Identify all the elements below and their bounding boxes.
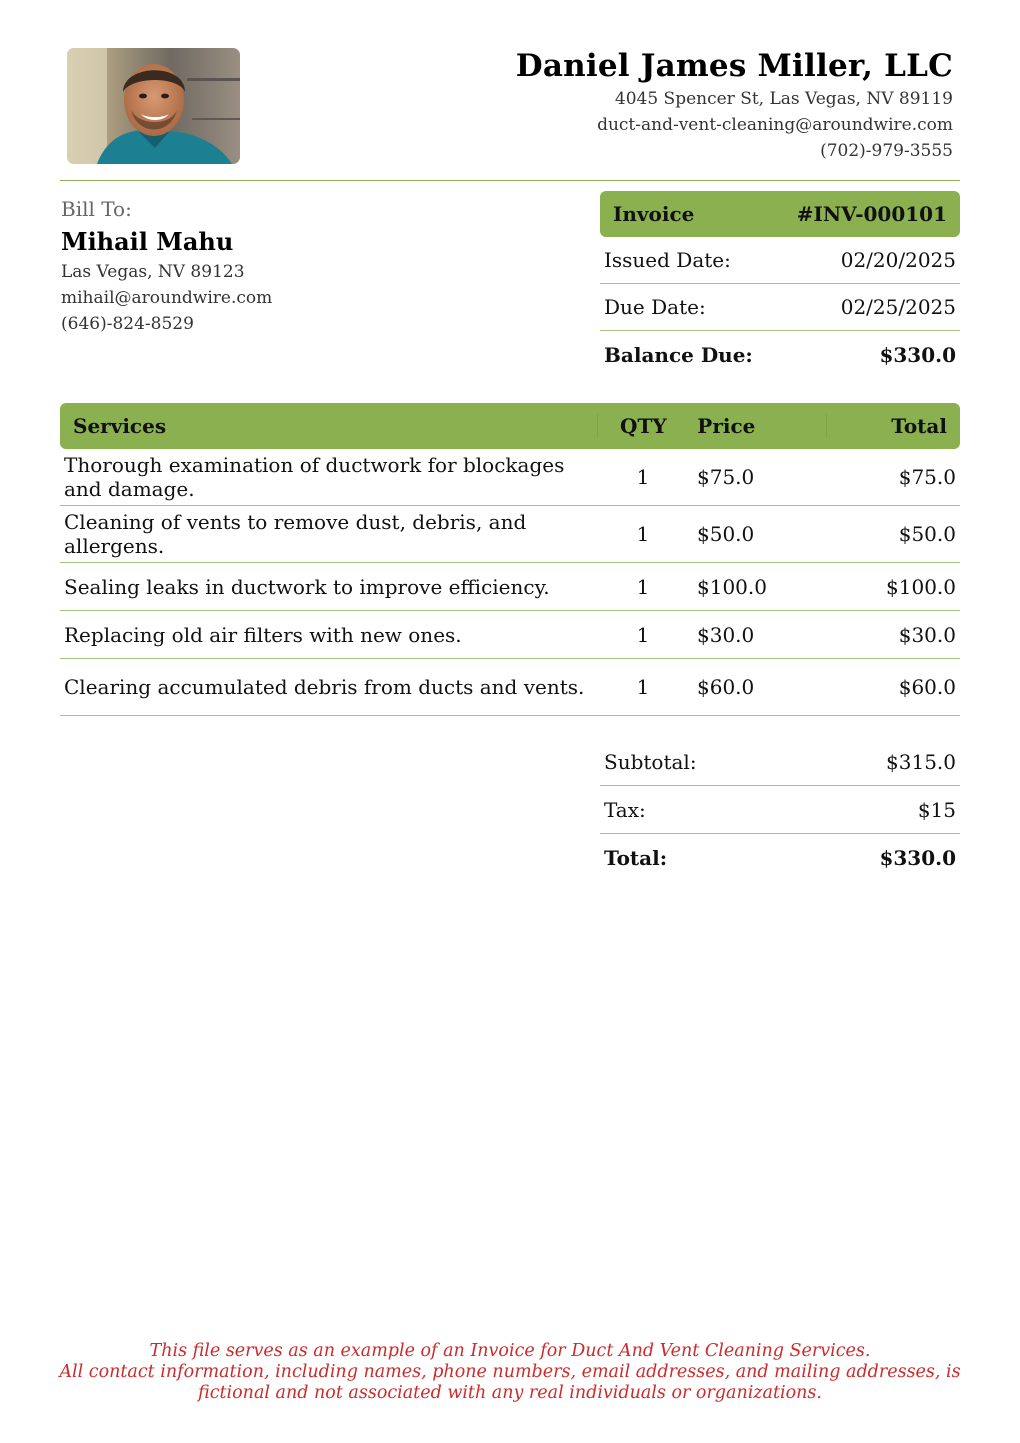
invoice-header-bar <box>600 191 960 237</box>
service-qty: 1 <box>636 465 650 489</box>
service-description: Cleaning of vents to remove dust, debris, and allergens. <box>64 510 527 558</box>
company-phone: (702)-979-3555 <box>820 141 953 161</box>
issued-date-label: Issued Date: <box>604 248 731 272</box>
header-price: Price <box>697 414 756 438</box>
client-name: Mihail Mahu <box>61 227 234 256</box>
service-description: Replacing old air filters with new ones. <box>64 622 462 647</box>
totals-summary <box>600 738 960 882</box>
service-total: $75.0 <box>898 465 956 489</box>
invoice-label: Invoice <box>613 202 695 226</box>
tax-row <box>600 786 960 834</box>
service-total: $50.0 <box>898 522 956 546</box>
company-name: Daniel James Miller, LLC <box>515 48 953 84</box>
service-description: Thorough examination of ductwork for blockages and damage. <box>64 453 565 501</box>
tax-value: $15 <box>917 797 956 822</box>
disclaimer-line-3: fictional and not associated with any real individuals or organizations. <box>198 1383 822 1403</box>
service-price: $30.0 <box>697 622 755 647</box>
service-price: $100.0 <box>697 574 767 599</box>
service-total: $30.0 <box>898 622 956 647</box>
disclaimer-line-2: All contact information, including names, phone numbers, email addresses, and mailing addresses, is <box>59 1362 961 1382</box>
service-qty: 1 <box>636 675 650 699</box>
issued-date-value: 02/20/2025 <box>840 248 956 272</box>
total-label: Total: <box>604 846 668 870</box>
header-divider <box>60 180 960 181</box>
service-description: Clearing accumulated debris from ducts and vents. <box>64 675 585 699</box>
due-date-row <box>600 284 960 331</box>
service-description: Sealing leaks in ductwork to improve efficiency. <box>64 574 550 599</box>
service-qty: 1 <box>636 574 650 599</box>
subtotal-value: $315.0 <box>886 749 956 774</box>
services-table-header <box>60 403 960 449</box>
company-info <box>516 46 953 164</box>
service-total: $100.0 <box>886 574 956 599</box>
service-price: $60.0 <box>697 675 755 699</box>
services-table <box>60 403 960 716</box>
balance-due-row <box>600 331 960 378</box>
tax-label: Tax: <box>604 797 646 822</box>
company-address: 4045 Spencer St, Las Vegas, NV 89119 <box>614 89 953 109</box>
table-row <box>60 449 960 506</box>
service-price: $50.0 <box>697 522 755 546</box>
service-price: $75.0 <box>697 465 755 489</box>
header-total: Total <box>826 414 960 438</box>
bill-to-label: Bill To: <box>61 197 132 221</box>
due-date-value: 02/25/2025 <box>840 295 956 319</box>
header-services: Services <box>73 414 167 438</box>
issued-date-row <box>600 237 960 284</box>
total-row <box>600 834 960 882</box>
table-row <box>60 563 960 611</box>
client-email: mihail@aroundwire.com <box>61 288 273 308</box>
service-total: $60.0 <box>898 675 956 699</box>
subtotal-label: Subtotal: <box>604 749 697 774</box>
bill-to <box>61 196 272 337</box>
due-date-label: Due Date: <box>604 295 706 319</box>
service-qty: 1 <box>636 622 650 647</box>
client-address: Las Vegas, NV 89123 <box>61 262 245 282</box>
balance-due-value: $330.0 <box>879 342 956 367</box>
disclaimer-line-1: This file serves as an example of an Invoice for Duct And Vent Cleaning Services. <box>149 1341 871 1361</box>
table-row <box>60 506 960 563</box>
client-phone: (646)-824-8529 <box>61 314 194 334</box>
total-value: $330.0 <box>879 846 956 870</box>
company-email: duct-and-vent-cleaning@aroundwire.com <box>597 115 953 135</box>
table-row <box>60 659 960 716</box>
invoice-summary <box>600 191 960 378</box>
service-qty: 1 <box>636 522 650 546</box>
header-qty: QTY <box>597 414 688 438</box>
table-row <box>60 611 960 659</box>
balance-due-label: Balance Due: <box>604 342 753 367</box>
subtotal-row <box>600 738 960 786</box>
contractor-photo <box>67 48 240 164</box>
disclaimer <box>0 1341 1020 1404</box>
invoice-number: #INV-000101 <box>796 202 947 226</box>
